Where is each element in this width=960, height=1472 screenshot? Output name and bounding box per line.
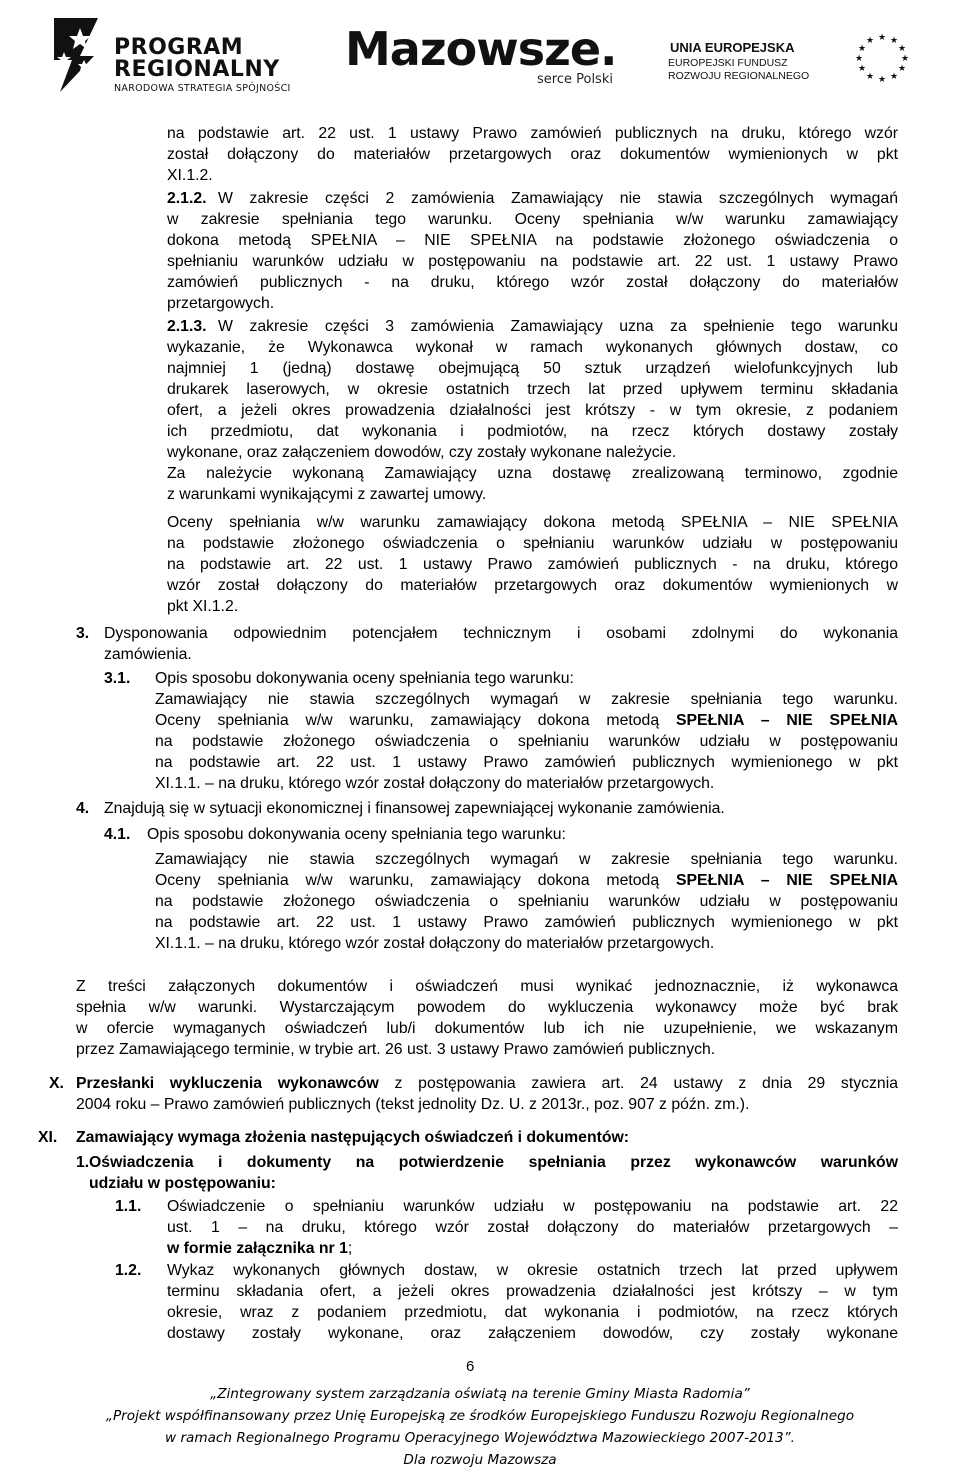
text-line: przetargowych. [167,295,275,312]
text-segment-bold: SPEŁNIA – NIE SPEŁNIA [675,712,898,729]
text-line: Wykaz wykonanych głównych dostaw, w okresie ostatnich trzech lat przed upływem [167,1262,898,1279]
text-line: 2004 roku – Prawo zamówień publicznych (tekst jednolity Dz. U. z 2013r., poz. 907 z późn. zm.). [76,1096,750,1113]
text-segment-bold: SPEŁNIA – NIE SPEŁNIA [675,872,898,889]
text-line: Z treści załączonych dokumentów i oświadczeń musi wynikać jednoznacznie, iż wykonawca [76,978,898,995]
text-line: ust. 1 – na druku, którego wzór został dołączony do materiałów przetargowych – [167,1219,898,1236]
program-logo-line1: PROGRAM [114,35,244,60]
section-number: 4. [76,800,90,817]
text-line: wykonane, oraz załączeniem dowodów, czy zostały wykonane należycie. [167,444,677,461]
text-line: na podstawie art. 22 ust. 1 ustawy Prawo zamówień publicznych wymienionego w pkt [155,914,898,931]
text-line: wykazanie, że Wykonawca wykonał w ramach wykonanych głównych dostaw, co [167,339,898,356]
svg-text:★: ★ [865,71,875,81]
section-number: 4.1. [104,826,131,843]
text-line: ich przedmiotu, dat wykonania i podmiotów, na rzecz których dostawy zostały [167,423,898,440]
text-line: przez Zamawiającego terminie, w trybie art. 26 ust. 3 ustawy Prawo zamówień publicznych. [76,1041,716,1058]
text-line: XI.1.1. – na druku, którego wzór został dołączony do materiałów przetargowych. [155,935,715,952]
text-line: Opis sposobu dokonywania oceny spełniania tego warunku: [155,670,574,687]
svg-text:★: ★ [900,53,910,63]
text-line: Zamawiający nie stawia szczególnych wymagań w zakresie spełniania tego warunku. [155,851,898,868]
section-number: 1.1. [115,1198,142,1215]
text-segment: Oceny spełniania w/w warunku, zamawiający dokona metodą [155,712,676,729]
svg-text:★: ★ [897,43,907,53]
eu-logo-line1: UNIA EUROPEJSKA [670,40,795,55]
text-segment: Oceny spełniania w/w warunku, zamawiający dokona metodą [155,872,676,889]
text-line: na podstawie art. 22 ust. 1 ustawy Prawo zamówień publicznych - na druku, którego [167,556,898,573]
mazowsze-logo [345,22,635,94]
svg-text:★: ★ [865,35,875,45]
text-line: Oświadczenia i dokumenty na potwierdzenie spełniania przez wykonawców warunków [89,1154,898,1171]
text-line: na podstawie złożonego oświadczenia o spełnianiu warunków udziału w postępowaniu [155,733,898,750]
text-line [155,711,898,731]
text-line: na podstawie złożonego oświadczenia o spełnianiu warunków udziału w postępowaniu [167,535,898,552]
section-number: 2.1.2. [167,190,207,207]
program-regionalny-logo [50,16,300,96]
section-number: XI. [38,1129,58,1146]
svg-text:★: ★ [857,63,867,73]
svg-text:★: ★ [877,32,887,42]
page-number: 6 [466,1358,475,1375]
program-logo-line2: REGIONALNY [114,57,280,82]
eu-stars-icon [846,28,918,86]
text-line: spełnianiu warunków udziału w postępowaniu na podstawie art. 22 ust. 1 ustawy Prawo [167,253,898,270]
text-line: W zakresie części 3 zamówienia Zamawiający uzna za spełnienie tego warunku [218,318,898,335]
section-number: 1.2. [115,1262,142,1279]
footer-line: Dla rozwoju Mazowsza [403,1452,557,1468]
text-line: drukarek laserowych, w okresie ostatnich trzech lat przed upływem terminu składania [167,381,898,398]
text-line: wzór został dołączony do materiałów przetargowych oraz dokumentów wymienionych w [167,577,898,594]
text-line: zamówienia. [104,646,192,663]
svg-text:★: ★ [877,74,887,84]
text-line: Zamawiający nie stawia szczególnych wymagań w zakresie spełniania tego warunku. [155,691,898,708]
svg-text:★: ★ [857,43,867,53]
svg-text:★: ★ [889,71,899,81]
text-segment-bold: Przesłanki wykluczenia wykonawców [76,1075,379,1092]
text-line: najmniej 1 (jedną) dostawę obejmującą 50 sztuk urządzeń wielofunkcyjnych lub [167,360,898,377]
text-line: Oceny spełniania w/w warunku zamawiający dokona metodą SPEŁNIA – NIE SPEŁNIA [167,514,898,531]
footer-line: „Zintegrowany system zarządzania oświatą na terenie Gminy Miasta Radomia” [210,1386,750,1402]
text-line: na podstawie art. 22 ust. 1 ustawy Prawo zamówień publicznych wymienionego w pkt [155,754,898,771]
mazowsze-wordmark: Mazowsze. [345,22,617,76]
section-heading: Zamawiający wymaga złożenia następujących oświadczeń i dokumentów: [76,1129,630,1146]
text-line [155,871,898,891]
text-line: Dysponowania odpowiednim potencjałem technicznym i osobami zdolnymi do wykonania [104,625,898,642]
footer-line: w ramach Regionalnego Programu Operacyjnego Województwa Mazowieckiego 2007-2013”. [165,1430,795,1446]
text-segment: z postępowania zawiera art. 24 ustawy z dnia 29 stycznia [378,1075,898,1092]
text-line: na podstawie art. 22 ust. 1 ustawy Prawo zamówień publicznych na druku, którego wzór [167,125,898,142]
text-line: z warunkami wynikającymi z zawartej umowy. [167,486,487,503]
text-line: udziału w postępowaniu: [89,1175,276,1192]
text-line: Znajdują się w sytuacji ekonomicznej i finansowej zapewniającej wykonanie zamówienia. [104,800,725,817]
text-line: dostawy zostały wykonane, oraz załączeniem dowodów, czy zostały wykonane [167,1325,898,1342]
text-line: XI.1.1. – na druku, którego wzór został dołączony do materiałów przetargowych. [155,775,715,792]
text-line: spełnia w/w warunki. Wystarczającym powodem do wykluczenia wykonawcy może być brak [76,999,898,1016]
program-logo-line3: NARODOWA STRATEGIA SPÓJNOŚCI [114,83,291,94]
text-line: Za należycie wykonaną Zamawiający uzna dostawę zrealizowaną terminowo, zgodnie [167,465,898,482]
svg-text:★: ★ [889,35,899,45]
text-line: został dołączony do materiałów przetargowych oraz dokumentów wymienionych w pkt [167,146,898,163]
text-line: Oświadczenie o spełnianiu warunków udziału w postępowaniu na podstawie art. 22 [167,1198,898,1215]
section-number: X. [49,1075,64,1092]
text-line: terminu składania ofert, a jeżeli okres prowadzenia działalności jest krótszy – w tym [167,1283,898,1300]
text-line: okresie, wraz z podaniem przedmiotu, dat wykonania i podmiotów, na rzecz których [167,1304,898,1321]
section-number: 1. [76,1154,90,1171]
text-segment: ; [347,1240,353,1257]
text-line [167,1239,352,1259]
text-line: pkt XI.1.2. [167,598,239,615]
text-line: zamówień publicznych - na druku, którego wzór został dołączony do materiałów [167,274,898,291]
page-header [0,0,960,108]
text-line: dokona metodą SPEŁNIA – NIE SPEŁNIA na podstawie złożonego oświadczenia o [167,232,898,249]
section-number: 3. [76,625,90,642]
text-line: Opis sposobu dokonywania oceny spełniania tego warunku: [147,826,566,843]
text-line [76,1074,898,1094]
text-line: W zakresie części 2 zamówienia Zamawiający nie stawia szczególnych wymagań [218,190,898,207]
section-number: 3.1. [104,670,131,687]
footer-line: „Projekt współfinansowany przez Unię Europejską ze środków Europejskiego Funduszu Rozwoju Regionalnego [105,1408,855,1424]
svg-text:★: ★ [854,53,864,63]
text-line: na podstawie złożonego oświadczenia o spełnianiu warunków udziału w postępowaniu [155,893,898,910]
eu-logo-line3: ROZWOJU REGIONALNEGO [668,70,810,82]
program-regionalny-emblem-icon [50,16,108,94]
eu-logo-line2: EUROPEJSKI FUNDUSZ [668,57,788,69]
text-line: w zakresie spełniania tego warunku. Oceny spełniania w/w warunku zamawiający [167,211,898,228]
text-line: XI.1.2. [167,167,213,184]
eu-logo [668,28,918,88]
text-segment-bold: w formie załącznika nr 1 [167,1240,348,1257]
mazowsze-tagline: serce Polski [537,72,613,87]
text-line: ofert, a jeżeli okres prowadzenia działalności jest krótszy - w tym okresie, z podaniem [167,402,898,419]
section-number: 2.1.3. [167,318,207,335]
text-line: w ofercie wymaganych oświadczeń lub/i dokumentów lub ich nie uzupełnienie, we wskazanym [76,1020,898,1037]
svg-text:★: ★ [897,63,907,73]
